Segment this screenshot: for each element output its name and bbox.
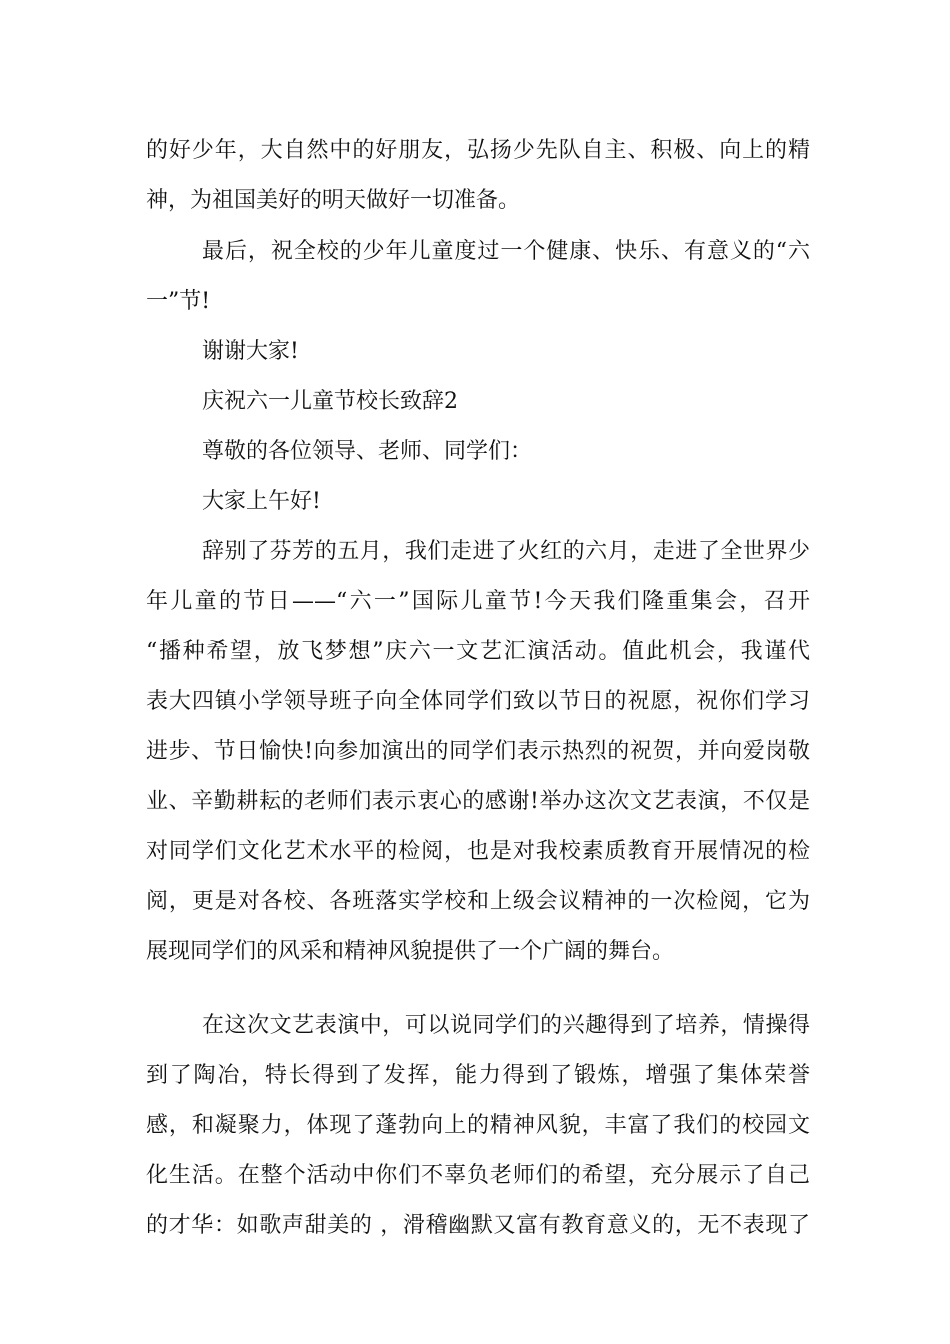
- text-line: 年儿童的节日——“六一”国际儿童节!今天我们隆重集会，召开: [146, 589, 810, 614]
- text-line: 谢谢大家!: [202, 339, 299, 364]
- text-line: 一”节!: [146, 289, 211, 314]
- text-line: “播种希望，放飞梦想”庆六一文艺汇演活动。值此机会，我谨代: [146, 639, 810, 664]
- text-line: 最后，祝全校的少年儿童度过一个健康、快乐、有意义的“六: [202, 239, 810, 264]
- text-line: 在这次文艺表演中，可以说同学们的兴趣得到了培养，情操得: [202, 1013, 810, 1038]
- text-line: 对同学们文化艺术水平的检阅，也是对我校素质教育开展情况的检: [146, 839, 810, 864]
- text-line: 表大四镇小学领导班子向全体同学们致以节日的祝愿，祝你们学习: [146, 689, 810, 714]
- text-line: 展现同学们的风采和精神风貌提供了一个广阔的舞台。: [146, 939, 675, 964]
- section-heading: 庆祝六一儿童节校长致辞2: [202, 389, 458, 414]
- text-line: 辞别了芬芳的五月，我们走进了火红的六月，走进了全世界少: [202, 539, 810, 564]
- text-line: 的好少年，大自然中的好朋友，弘扬少先队自主、积极、向上的精: [146, 138, 810, 163]
- text-line: 到了陶冶，特长得到了发挥，能力得到了锻炼，增强了集体荣誉: [146, 1063, 810, 1088]
- text-line: 感，和凝聚力，体现了蓬勃向上的精神风貌，丰富了我们的校园文: [146, 1113, 810, 1138]
- text-line: 神，为祖国美好的明天做好一切准备。: [146, 188, 521, 213]
- text-line: 的才华：如歌声甜美的 ，滑稽幽默又富有教育意义的，无不表现了: [146, 1213, 810, 1238]
- salutation: 尊敬的各位领导、老师、同学们：: [202, 439, 533, 464]
- text-line: 化生活。在整个活动中你们不辜负老师们的希望，充分展示了自己: [146, 1163, 810, 1188]
- text-line: 进步、节日愉快!向参加演出的同学们表示热烈的祝贺，并向爱岗敬: [146, 739, 810, 764]
- text-line: 业、辛勤耕耘的老师们表示衷心的感谢!举办这次文艺表演，不仅是: [146, 789, 810, 814]
- greeting: 大家上午好!: [202, 489, 321, 514]
- text-line: 阅，更是对各校、各班落实学校和上级会议精神的一次检阅，它为: [146, 889, 810, 914]
